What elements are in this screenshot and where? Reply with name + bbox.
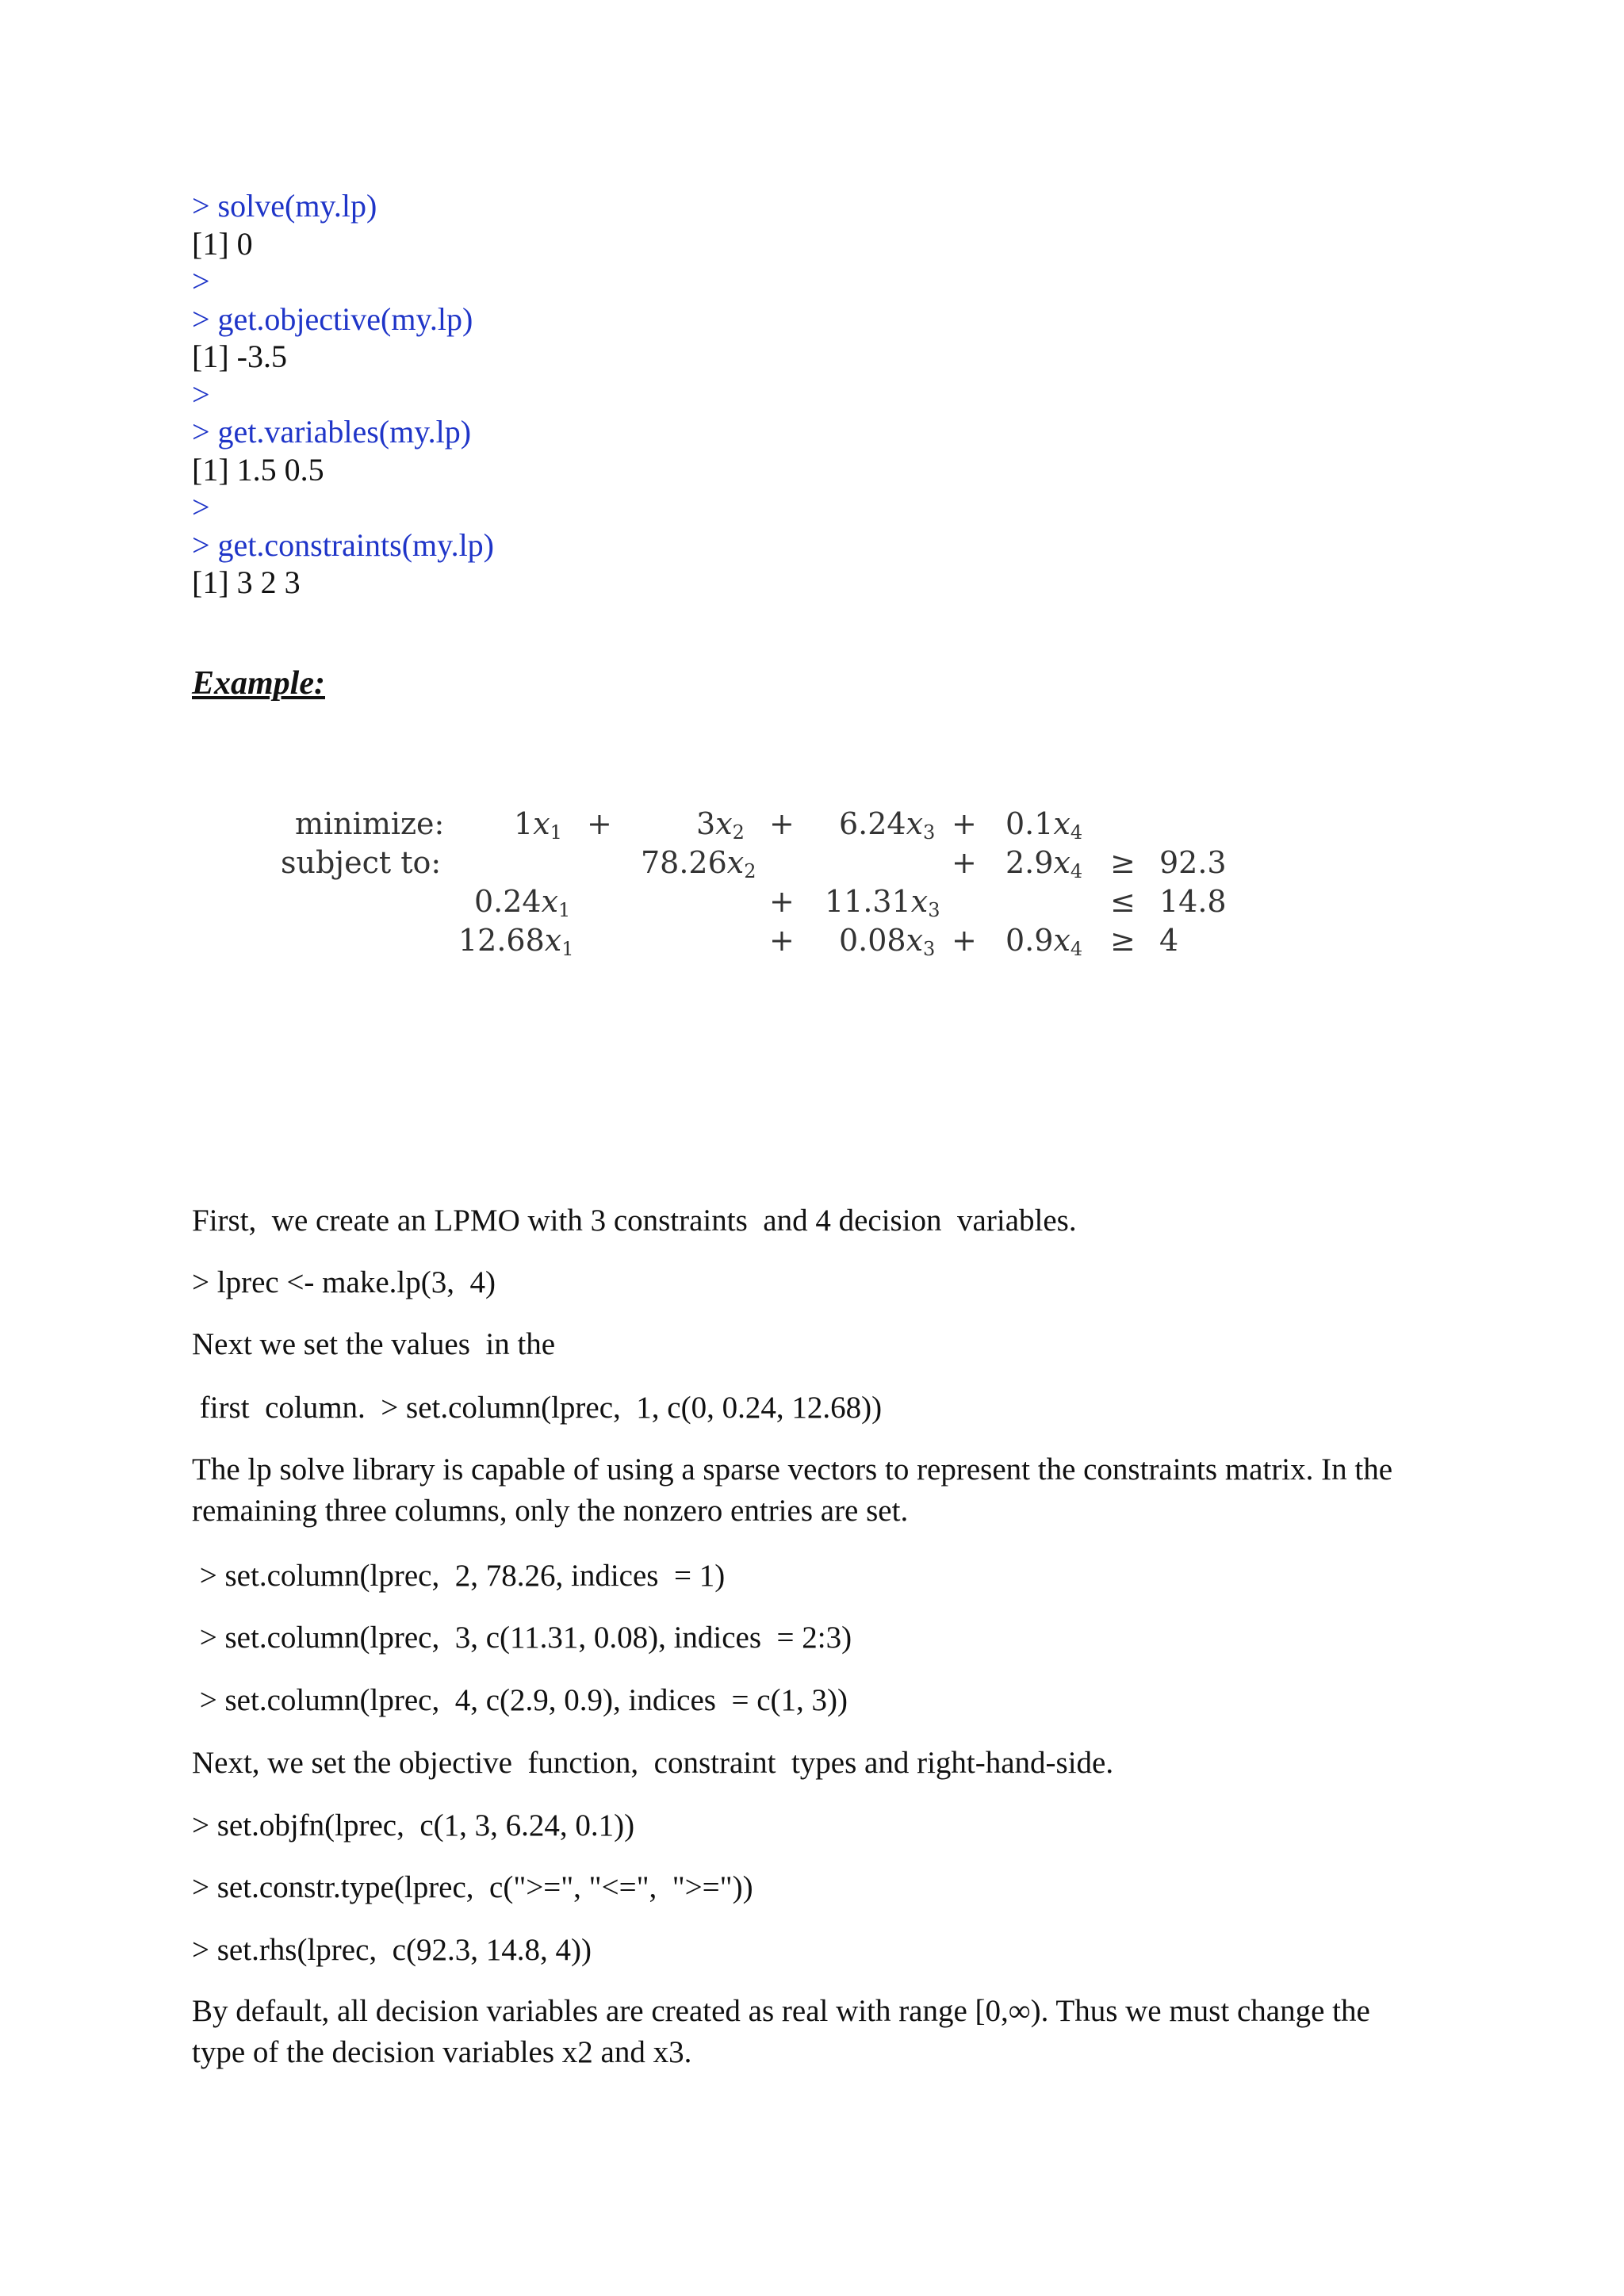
console-line: >	[192, 263, 210, 299]
code-line: > set.column(lprec, 2, 78.26, indices = 1)	[192, 1559, 726, 1593]
obj-term-2: $3x_2$	[696, 806, 745, 844]
plus-sign: +	[769, 923, 795, 958]
rhs-value: 92.3	[1159, 845, 1227, 880]
console-line: [1] 0	[192, 225, 253, 262]
paragraph: first column. > set.column(lprec, 1, c(0, 0.24, 12.68))	[192, 1391, 883, 1425]
rhs-value: 14.8	[1159, 884, 1227, 919]
paragraph: The lp solve library is capable of using a sparse vectors to represent the constraints matrix. In the remaining three columns, only the nonzero entries are set.	[192, 1452, 1393, 1528]
plus-sign: +	[952, 923, 977, 958]
minimize-label: minimize:	[295, 806, 445, 841]
paragraph: Next we set the values in the	[192, 1327, 556, 1361]
console-line: >	[192, 489, 210, 525]
row3-term-3: $0.08x_3$	[839, 923, 936, 960]
relation-symbol: ≤	[1110, 884, 1136, 919]
console-line: [1] 1.5 0.5	[192, 451, 324, 488]
code-line: > set.objfn(lprec, c(1, 3, 6.24, 0.1))	[192, 1808, 635, 1843]
plus-sign: +	[769, 806, 795, 841]
plus-sign: +	[952, 845, 977, 880]
console-line: [1] -3.5	[192, 339, 287, 374]
console-line: >	[192, 376, 210, 412]
row1-term-4: $2.9x_4$	[1005, 845, 1083, 882]
row2-term-3: $11.31x_3$	[825, 884, 940, 921]
row3-term-4: $0.9x_4$	[1005, 923, 1083, 960]
code-line: > set.rhs(lprec, c(92.3, 14.8, 4))	[192, 1933, 592, 1967]
obj-term-1: $1x_1$	[514, 806, 562, 844]
row2-term-1: $0.24x_1$	[474, 884, 571, 921]
relation-symbol: ≥	[1110, 845, 1136, 880]
code-line: > set.constr.type(lprec, c(">=", "<=", ">="))	[192, 1870, 753, 1904]
paragraph: By default, all decision variables are created as real with range [0,∞). Thus we must change the type of the decision variables x2 and x3.	[192, 1994, 1370, 2069]
obj-term-4: $0.1x_4$	[1005, 806, 1083, 844]
subject-to-label: subject to:	[281, 845, 442, 880]
plus-sign: +	[587, 806, 612, 841]
console-line: > solve(my.lp)	[192, 188, 377, 224]
relation-symbol: ≥	[1110, 923, 1136, 958]
console-line: [1] 3 2 3	[192, 564, 301, 600]
console-line: > get.variables(my.lp)	[192, 414, 472, 450]
rhs-value: 4	[1159, 923, 1179, 958]
code-line: > lprec <- make.lp(3, 4)	[192, 1265, 496, 1299]
example-heading: Example:	[192, 665, 325, 702]
paragraph: First, we create an LPMO with 3 constraints and 4 decision variables.	[192, 1203, 1077, 1238]
row3-term-1: $12.68x_1$	[458, 923, 574, 960]
paragraph: Next, we set the objective function, constraint types and right-hand-side.	[192, 1746, 1114, 1780]
code-line: > set.column(lprec, 4, c(2.9, 0.9), indices = c(1, 3))	[192, 1683, 848, 1717]
plus-sign: +	[952, 806, 977, 841]
console-line: > get.constraints(my.lp)	[192, 526, 494, 563]
obj-term-3: $6.24x_3$	[839, 806, 936, 844]
console-line: > get.objective(my.lp)	[192, 300, 473, 337]
row1-term-2: $78.26x_2$	[641, 845, 756, 882]
code-line: > set.column(lprec, 3, c(11.31, 0.08), indices = 2:3)	[192, 1621, 852, 1655]
plus-sign: +	[769, 884, 795, 919]
